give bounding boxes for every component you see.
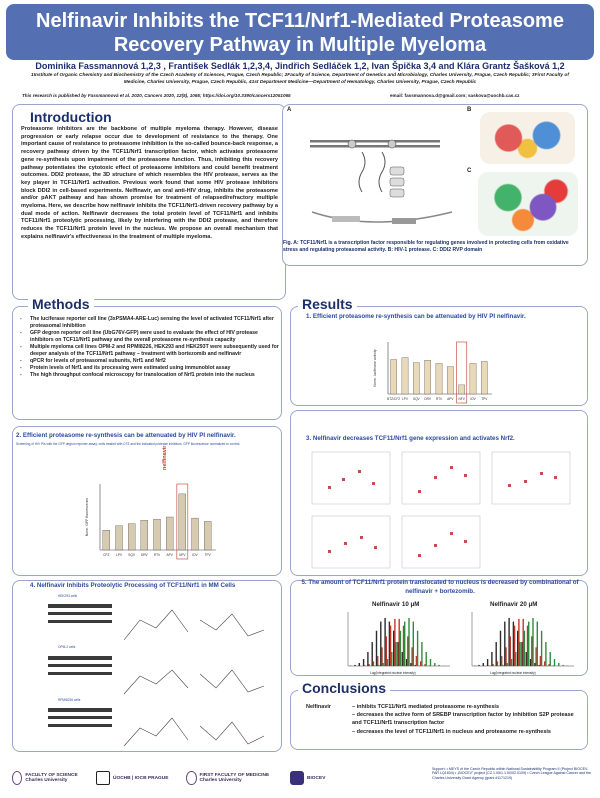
- x-tick-label: NFV: [458, 397, 465, 401]
- hist-bar: [376, 631, 377, 666]
- result-5-heading: 5. The amount of TCF11/Nrf1 protein translocated to nucleus is decreased by combinational of nelfinavir + bortezomib.: [301, 579, 579, 595]
- conclusions-label: Nelfinavir: [306, 704, 332, 710]
- conclusion-item: – decreases the level of TCF11/Nrf1 in nucleus and proteasome re-synthesis: [352, 728, 551, 735]
- hist-bar: [497, 661, 498, 666]
- x-tick-label: CFZ: [103, 553, 110, 557]
- hist-bar: [429, 665, 430, 666]
- hist-bar: [383, 663, 384, 666]
- hist-bar: [540, 656, 541, 666]
- result-3-heading: 3. Nelfinavir decreases TCF11/Nrf1 gene expression and activates Nrf2.: [306, 435, 515, 442]
- bar: [481, 362, 487, 395]
- methods-item: - The high throughput confocal microscopy for translocation of Nrf1 protein into the nucleus: [20, 372, 282, 379]
- faculty-seal-icon: [186, 771, 197, 785]
- introduction-heading: Introduction: [30, 109, 112, 125]
- title-banner: [6, 4, 594, 60]
- hist-bar: [539, 665, 540, 666]
- hist-bar: [372, 642, 373, 666]
- x-tick-label: SQV: [412, 397, 420, 401]
- bar: [459, 385, 465, 394]
- western-blot-panel-opm2: OPM-2 cells: [58, 645, 76, 649]
- x-tick-label: TPV: [204, 553, 211, 557]
- bar: [179, 494, 186, 550]
- hist-bar: [402, 652, 403, 666]
- hist-bar: [487, 659, 488, 666]
- biocev-icon: [290, 771, 304, 785]
- y-axis-label: Norm. luciferase activity: [373, 349, 377, 387]
- y-axis-label: Norm. GFP fluorescence: [85, 497, 89, 537]
- hist-bar: [380, 622, 381, 666]
- hist-bar: [483, 663, 484, 666]
- panel-label-a: A: [287, 107, 292, 113]
- methods-heading: Methods: [28, 296, 94, 312]
- hist-bar: [492, 664, 493, 666]
- panel-label-c: C: [467, 168, 472, 174]
- hist-bar: [518, 619, 519, 666]
- hist-bar: [368, 664, 369, 666]
- hist-bar: [373, 661, 374, 666]
- qpcr-panels: [308, 446, 578, 570]
- x-tick-label: LPV: [401, 397, 409, 401]
- hist-bar: [386, 636, 387, 666]
- hist-bar: [501, 656, 502, 666]
- bar: [116, 526, 123, 550]
- gfp-bar-chart: [84, 480, 218, 562]
- hist-bar: [395, 642, 396, 666]
- conclusion-item: – inhibits TCF11/Nrf1 mediated proteasome re-synthesis: [352, 704, 500, 710]
- citation: This research is published by Fassmannová et al. 2020, Cancers 2020, 12(5), 1065; https://doi.org/10.3390/cancers12051065: [22, 93, 291, 98]
- x-tick-label: TPV: [481, 397, 488, 401]
- methods-item: - The luciferase reporter cell line (3xPSMA4-ARE-Luc) sensing the level of activated TCF11/Nrf1 after proteasomal inhibition: [20, 316, 282, 330]
- hist-bar: [515, 652, 516, 666]
- luciferase-bar-chart: [372, 338, 494, 406]
- hist-bar: [491, 652, 492, 666]
- hist-bar: [562, 665, 563, 666]
- hist-bar: [528, 622, 529, 666]
- bar: [141, 520, 148, 550]
- hist-bar: [502, 665, 503, 666]
- hist-bar: [410, 663, 411, 666]
- bar: [402, 358, 408, 394]
- hist-bar: [404, 622, 405, 666]
- hist-bar: [434, 663, 435, 666]
- tcf11-pathway-diagram: [292, 112, 462, 240]
- hist-bar: [544, 661, 545, 666]
- result-4-heading: 4. Nelfinavir Inhibits Proteolytic Processing of TCF11/Nrf1 in MM Cells: [30, 582, 236, 589]
- results-heading: Results: [298, 296, 357, 312]
- hist-bar: [488, 665, 489, 666]
- affiliations: 1Institute of Organic Chemistry and Biochemistry of the Czech Academy of Sciences, Prague, Czech Republic; 2Faculty of Science, Department of Genetics and Microbiology, Charles University, Prague, Czech Republic; 3First Faculty of Medicine, Charles University, Prague, Czech Republic, 41st Department Medicine—Department of Hematology, Charles University, Prague, Czech Republic: [31, 73, 569, 85]
- hist-bar: [519, 642, 520, 666]
- result-5-right-title: Nelfinavir 20 μM: [490, 601, 538, 608]
- bar: [128, 524, 135, 550]
- x-tick-label: NFV: [179, 553, 186, 557]
- hist-bar: [548, 664, 549, 666]
- bar: [204, 521, 211, 550]
- hist-bar: [391, 652, 392, 666]
- hist-bar: [545, 642, 546, 666]
- hist-bar: [384, 618, 385, 666]
- western-blot-panel-hek293: HEK293 cells: [58, 594, 78, 598]
- hist-bar: [541, 631, 542, 666]
- hist-bar: [524, 631, 525, 666]
- hist-bar: [426, 652, 427, 666]
- hist-bar: [408, 618, 409, 666]
- hist-bar: [367, 652, 368, 666]
- nelfinavir-label: nelfinavir: [162, 445, 168, 470]
- x-tick-label: LPV: [115, 553, 123, 557]
- result-5-xlabel-right: Log(Integrated nuclear intensity): [490, 671, 536, 675]
- bar: [447, 367, 453, 394]
- hist-bar: [421, 642, 422, 666]
- western-blot-panels: [40, 600, 276, 750]
- hist-bar: [537, 622, 538, 666]
- hist-bar: [393, 631, 394, 666]
- logo-biocev: BIOCEV: [290, 768, 370, 788]
- hist-bar: [364, 665, 365, 666]
- hist-bar: [413, 622, 414, 666]
- hist-bar: [407, 636, 408, 666]
- hist-bar: [534, 663, 535, 666]
- hist-bar: [527, 626, 528, 666]
- x-tick-label: IDV: [470, 397, 476, 401]
- authors: Dominika Fassmannová 1,2,3 , František Sedlák 1,2,3,4, Jindřich Sedláček 1,2, Ivan Špička 3,4 and Klára Grantz Šašková 1,2: [35, 61, 565, 71]
- hist-bar: [505, 647, 506, 666]
- hist-bar: [378, 665, 379, 666]
- x-tick-label: DRV: [424, 397, 432, 401]
- hist-bar: [389, 622, 390, 666]
- hist-bar: [558, 663, 559, 666]
- result-5-left-title: Nelfinavir 10 μM: [372, 601, 420, 608]
- x-tick-label: BTZ/CFZ: [387, 397, 401, 401]
- bar: [425, 360, 431, 394]
- poster-title: Nelfinavir Inhibits the TCF11/Nrf1-Mediated Proteasome Recovery Pathway in Multiple Myeloma: [36, 10, 564, 56]
- hist-bar: [416, 656, 417, 666]
- hist-bar: [535, 647, 536, 666]
- hist-bar: [363, 659, 364, 666]
- panel-label-b: B: [467, 107, 472, 113]
- x-tick-label: DRV: [140, 553, 148, 557]
- logo-first-faculty: FIRST FACULTY OF MEDICINE Charles University: [186, 768, 280, 788]
- result-2-note: Screening of HIV PIs with the GFP degron reporter assay; cells treated with CFZ and the indicated protease inhibitors, GFP fluorescence normalized to control.: [16, 442, 241, 446]
- support-text: Support: • MEYS of the Czech Republic within National Sustainability Program II (Project BIOCEV-FAR LQ1604) • „BIOCEV" project (CZ.1.05/1.1.00/02.0109) • Czech League Against Cancer and the Charles University Grant Agency (grant #1171219): [432, 767, 592, 780]
- x-tick-label: IDV: [192, 553, 198, 557]
- hist-bar: [504, 622, 505, 666]
- hist-bar: [394, 619, 395, 666]
- hist-bar: [508, 618, 509, 666]
- hist-bar: [406, 659, 407, 666]
- methods-item: - GFP degron reporter cell line (UbG76V-GFP) were used to evaluate the effect of HIV protease inhibitors on TCF11/Nrf1 pathway and the overall proteasome re-synthesis capacity: [20, 330, 282, 344]
- nuclear-intensity-histograms: [340, 610, 580, 672]
- hist-bar: [531, 636, 532, 666]
- bar: [470, 363, 476, 394]
- result-1-heading: 1. Efficient proteasome re-synthesis can be attenuated by HIV PI nelfinavir.: [306, 313, 526, 320]
- western-blot-panel-rpmi: RPMI8226 cells: [58, 698, 81, 702]
- logo-iocb: ÚOCHB | IOCB PRAGUE: [96, 768, 176, 788]
- methods-item: - qPCR for levels of proteasomal subunits, Nrf1 and Nrf2: [20, 358, 282, 365]
- introduction-text: Proteasome inhibitors are the backbone of multiple myeloma therapy. However, disease progression or early relapse occur due to development of resistance to the therapy. One important cause of resistance to proteasome inhibition is the so-called bounce-back response, a recovery pathway driven by the TCF11/Nrf1 transcription factor, which activates proteasome gene re-synthesis upon impairment of the proteasome function. Thus, inhibiting this recovery pathway potentiates the cytotoxic effect of proteasome inhibitors and could benefit treatment outcomes. DDI2 protease, the 3D structure of which resembles the HIV protease, serves as the key player in TCF11/Nrf1 activation. Previous work found that some HIV protease inhibitors block DDI2 in cell-based experiments. Nelfinavir, an oral anti-HIV drug, inhibits the proteasome and/or pAKT pathway and has shown promise for treatment of relapsed/refractory multiple myeloma. Here, we describe how nelfinavir inhibits the TCF11/Nrf1-driven recovery pathway by a dual mode of action. Nelfinavir decreases the total protein level of TCF11/Nrf1 and inhibits TCF11/Nrf1 proteolytic processing, likely by interfering with the DDI2 protease, and therefore reduces the TCF11/Nrf1 protein level in the nucleus. We propose an overall mechanism that explains nelfinavir's effectiveness in the treatment of multiple myeloma.: [21, 126, 278, 240]
- university-seal-icon: [12, 771, 22, 785]
- hist-bar: [521, 642, 522, 666]
- bar: [192, 518, 199, 550]
- hist-bar: [514, 626, 515, 666]
- hist-bar: [510, 636, 511, 666]
- hist-bar: [500, 631, 501, 666]
- hist-bar: [511, 659, 512, 666]
- hist-bar: [523, 619, 524, 666]
- hist-bar: [532, 618, 533, 666]
- email: email: fassmannova.d@gmail.com; saskova@uochb.cas.cz: [390, 93, 520, 98]
- hist-bar: [397, 642, 398, 666]
- x-tick-label: SQV: [128, 553, 136, 557]
- bar: [391, 360, 397, 394]
- methods-item: - Protein levels of Nrf1 and its processing were estimated using immunoblot assay: [20, 365, 282, 372]
- hiv-protease-structure: [480, 112, 575, 164]
- methods-list: [20, 316, 282, 379]
- hist-bar: [400, 631, 401, 666]
- methods-item: - Multiple myeloma cell lines OPM-2 and RPMI8226, HEK293 and HEK293T were subsequently used for deeper analysis of the TCF11/Nrf1 pathway – treatment with bortezomib and nelfinavir: [20, 344, 282, 358]
- hist-bar: [430, 659, 431, 666]
- hist-bar: [411, 647, 412, 666]
- conclusions-text: [306, 703, 574, 736]
- hist-bar: [517, 631, 518, 666]
- hist-bar: [507, 663, 508, 666]
- x-tick-label: APV: [166, 553, 173, 557]
- hist-bar: [526, 652, 527, 666]
- bar: [154, 519, 161, 550]
- result-2-heading: 2. Efficient proteasome re-synthesis can be attenuated by HIV PI nelfinavir.: [16, 432, 236, 439]
- hist-bar: [496, 642, 497, 666]
- hist-bar: [387, 659, 388, 666]
- hist-bar: [513, 622, 514, 666]
- iocb-icon: [96, 771, 110, 785]
- logo-faculty-of-science: FACULTY OF SCIENCE Charles University: [12, 768, 92, 788]
- x-tick-label: APV: [447, 397, 454, 401]
- hist-bar: [553, 665, 554, 666]
- hist-bar: [403, 626, 404, 666]
- hist-bar: [390, 626, 391, 666]
- ddi2-rvp-structure: [478, 172, 578, 236]
- hist-bar: [377, 656, 378, 666]
- figure1-caption: Fig. A: TCF11/Nrf1 is a transcription factor responsible for regulating genes involved in protecting cells from oxidative stress and regulating proteasomal activity. B: HIV-1 protease. C: DDI2 RVP domain: [283, 240, 569, 253]
- hist-bar: [530, 659, 531, 666]
- hist-bar: [420, 661, 421, 666]
- hist-bar: [424, 664, 425, 666]
- conclusion-item: – decreases the active form of SREBP transcription factor by inhibition S2P protease: [352, 712, 574, 719]
- hist-bar: [359, 663, 360, 666]
- x-tick-label: RTV: [435, 397, 443, 401]
- conclusion-item: and TCF11/Nrf1 transcription factor: [352, 720, 445, 727]
- hist-bar: [415, 665, 416, 666]
- hist-bar: [381, 647, 382, 666]
- x-tick-label: RTV: [153, 553, 161, 557]
- hist-bar: [417, 631, 418, 666]
- bar: [413, 363, 419, 394]
- hist-bar: [550, 652, 551, 666]
- conclusions-heading: Conclusions: [298, 680, 390, 696]
- hist-bar: [354, 665, 355, 666]
- hist-bar: [478, 665, 479, 666]
- hist-bar: [438, 665, 439, 666]
- bar: [103, 530, 110, 550]
- bar: [436, 363, 442, 394]
- hist-bar: [554, 659, 555, 666]
- hist-bar: [399, 619, 400, 666]
- result-5-xlabel-left: Log(Integrated nuclear intensity): [370, 671, 416, 675]
- bar: [166, 517, 173, 550]
